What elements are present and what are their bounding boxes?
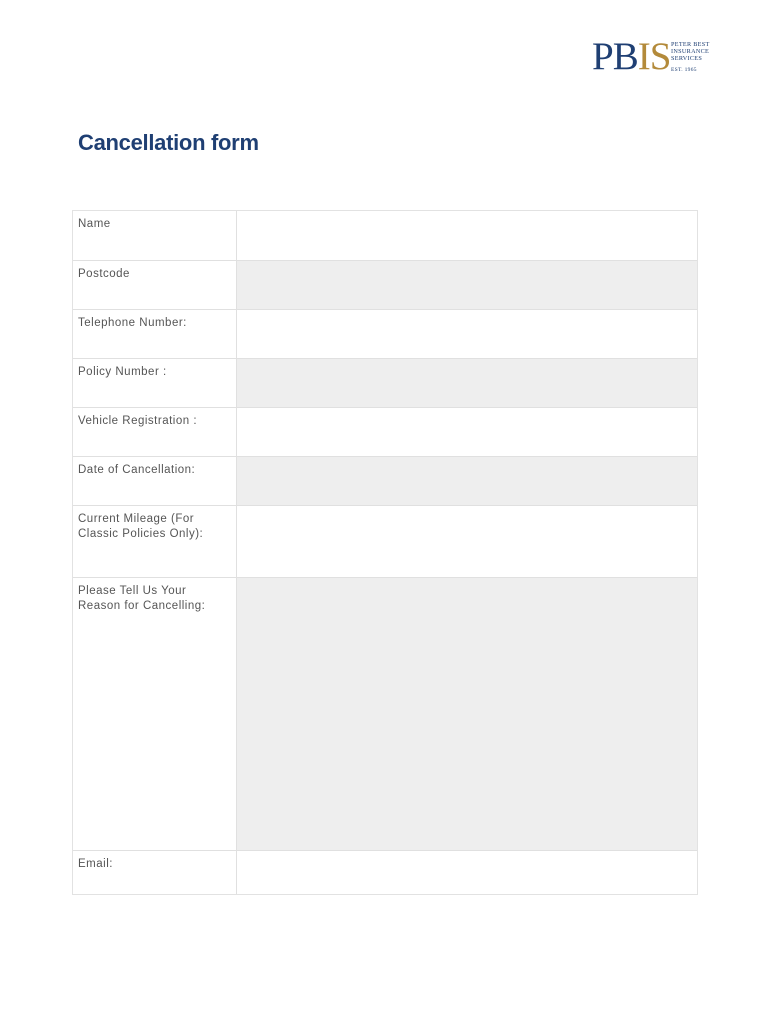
name-label: Name xyxy=(73,211,237,260)
postcode-field[interactable] xyxy=(237,261,697,309)
cancellation-form xyxy=(72,210,698,895)
email-field[interactable] xyxy=(237,851,697,894)
logo-established: EST. 1965 xyxy=(671,67,697,73)
form-row-cancellation-reason xyxy=(73,577,697,850)
logo-mark-primary: PB xyxy=(592,35,638,78)
postcode-label: Postcode xyxy=(73,261,237,309)
vehicle-registration-label: Vehicle Registration : xyxy=(73,408,237,456)
current-mileage-field[interactable] xyxy=(237,506,697,577)
logo-line-3: SERVICES xyxy=(671,55,703,62)
form-row-policy-number xyxy=(73,358,697,407)
page-title: Cancellation form xyxy=(78,130,259,155)
telephone-label: Telephone Number: xyxy=(73,310,237,358)
telephone-field[interactable] xyxy=(237,310,697,358)
cancellation-date-field[interactable] xyxy=(237,457,697,505)
policy-number-field[interactable] xyxy=(237,359,697,407)
logo-line-2: INSURANCE xyxy=(671,48,710,55)
cancellation-reason-field[interactable] xyxy=(237,578,697,850)
logo-subtitle xyxy=(671,41,710,74)
name-field[interactable] xyxy=(237,211,697,260)
cancellation-date-label: Date of Cancellation: xyxy=(73,457,237,505)
form-row-email xyxy=(73,850,697,894)
vehicle-registration-field[interactable] xyxy=(237,408,697,456)
form-row-vehicle-registration xyxy=(73,407,697,456)
form-row-telephone xyxy=(73,309,697,358)
logo-mark-accent: IS xyxy=(637,35,671,78)
form-row-current-mileage xyxy=(73,505,697,577)
current-mileage-label: Current Mileage (For Classic Policies Only): xyxy=(73,506,237,577)
form-row-postcode xyxy=(73,260,697,309)
policy-number-label: Policy Number : xyxy=(73,359,237,407)
email-label: Email: xyxy=(73,851,237,894)
form-row-name xyxy=(73,211,697,260)
logo-line-1: PETER BEST xyxy=(671,41,710,48)
logo-mark xyxy=(592,35,671,78)
form-row-cancellation-date xyxy=(73,456,697,505)
cancellation-reason-label: Please Tell Us Your Reason for Cancelling: xyxy=(73,578,237,850)
